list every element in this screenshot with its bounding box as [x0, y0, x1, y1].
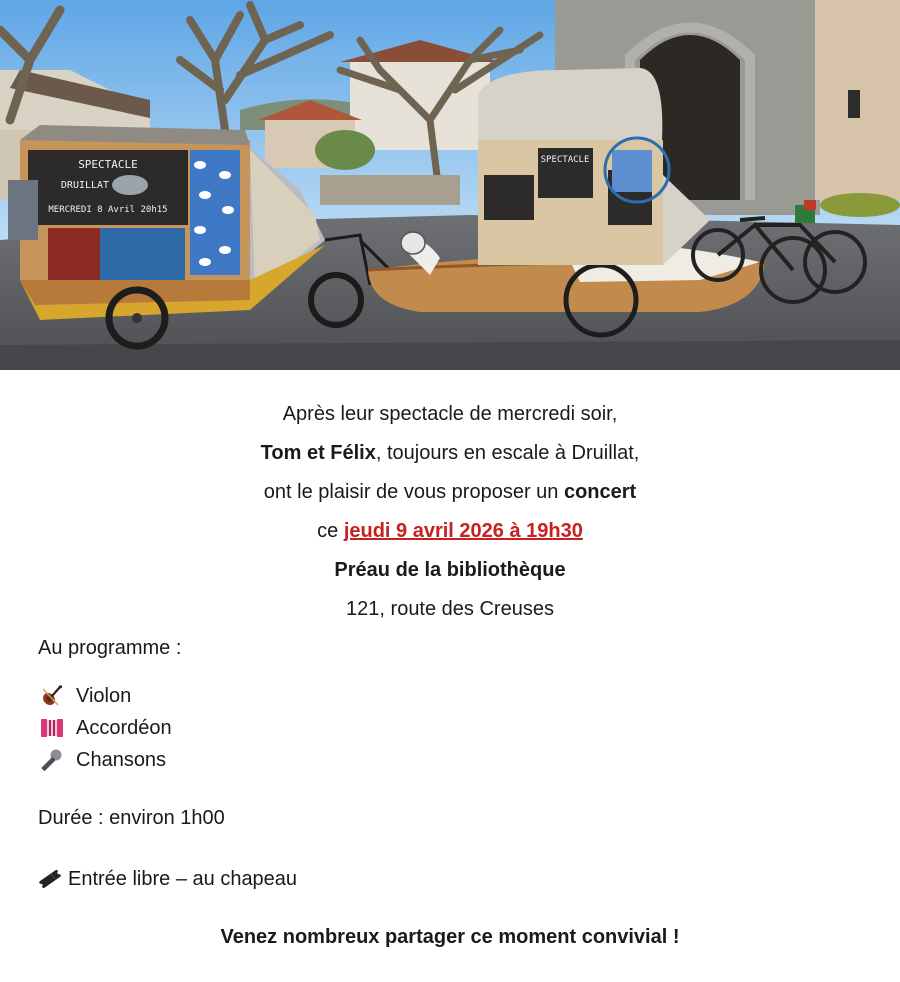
entry-info: [38, 866, 297, 892]
violin-icon: [40, 684, 64, 708]
microphone-icon: [40, 748, 64, 772]
duration: Durée : environ 1h00: [38, 807, 225, 829]
caravan-sign2-title: SPECTACLE: [540, 155, 590, 165]
program-item-violin: [40, 683, 131, 709]
concert-word: concert: [563, 481, 637, 503]
program-item-accordion: [40, 715, 172, 741]
caravan-photo: [0, 0, 900, 370]
intro-line: Après leur spectacle de mercredi soir,: [282, 403, 618, 425]
invitation-text: ont le plaisir de vous proposer un: [263, 481, 564, 503]
entry-text: Entrée libre – au chapeau: [68, 868, 298, 890]
venue-address: 121, route des Creuses: [346, 598, 554, 620]
program-label-accordion: Accordéon: [76, 717, 172, 739]
event-date: jeudi 9 avril 2026 à 19h30: [343, 520, 583, 542]
performers-names: Tom et Félix: [260, 442, 376, 464]
date-line: [0, 518, 900, 544]
caravan-sign-town: DRUILLAT: [60, 180, 110, 191]
venue-name: Préau de la bibliothèque: [334, 559, 566, 581]
program-item-songs: [40, 747, 166, 773]
caravan-sign-title: SPECTACLE: [78, 158, 138, 171]
accordion-icon: [40, 716, 64, 740]
ticket-icon: [38, 867, 62, 891]
program-label-songs: Chansons: [76, 749, 167, 771]
caravan-sign-date: MERCREDI 8 Avril 20h15: [48, 205, 168, 215]
closing-line: Venez nombreux partager ce moment convivial !: [220, 926, 680, 948]
invitation-line: [0, 479, 900, 505]
performers-line: [0, 440, 900, 466]
program-title: Au programme :: [38, 637, 182, 659]
program-label-violin: Violon: [76, 685, 132, 707]
date-prefix: ce: [317, 520, 344, 542]
performers-rest: , toujours en escale à Druillat,: [375, 442, 640, 464]
